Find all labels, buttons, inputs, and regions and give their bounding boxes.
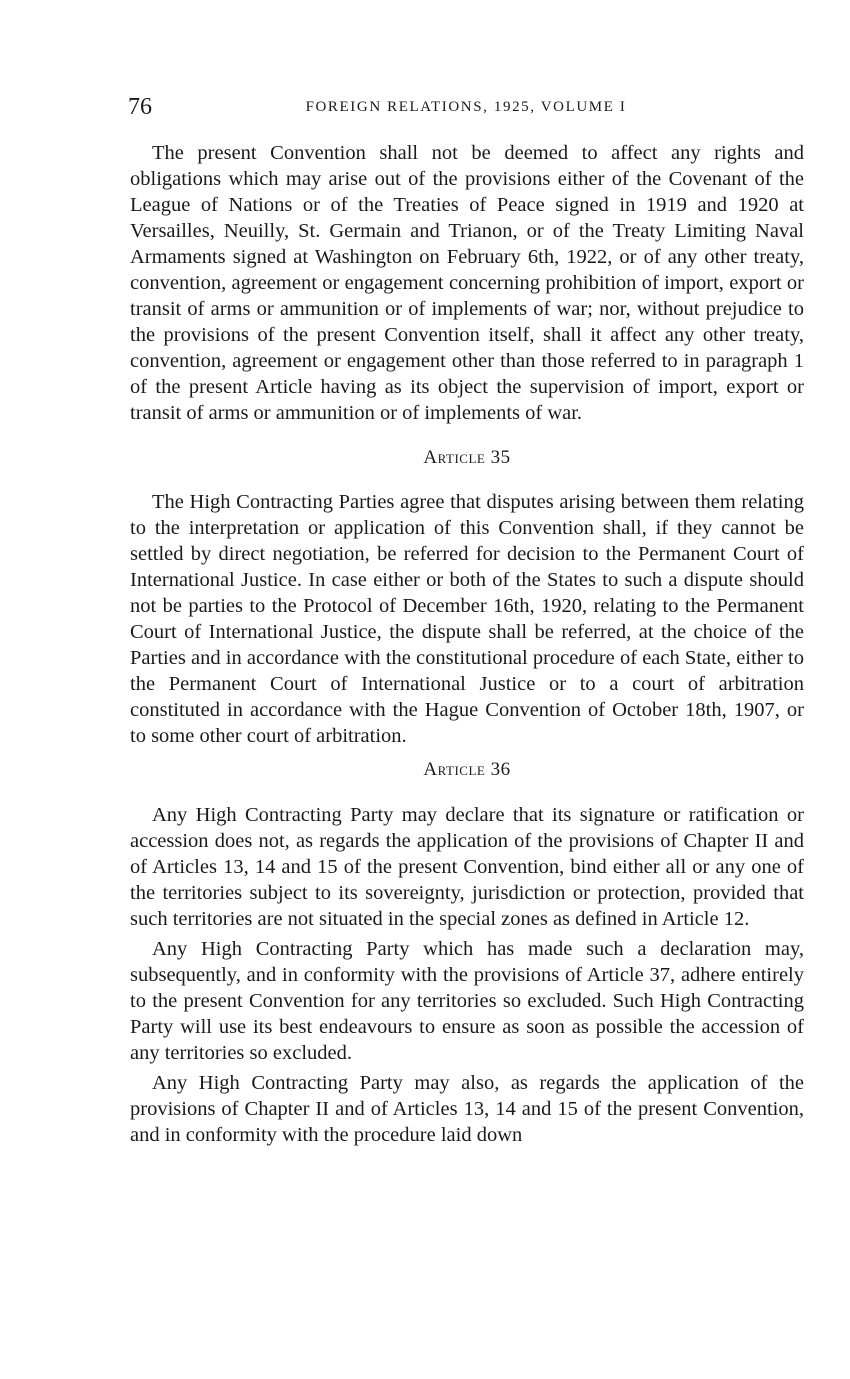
body-text (130, 140, 804, 1148)
article-heading: Article 35 (423, 447, 511, 468)
paragraph-article-36-application: Any High Contracting Party may also, as regards the application of the provisions of Chapter II and of Articles 13, 14 and 15 of the present Convention, and in conformity with the procedure laid down (130, 1072, 804, 1146)
page-number: 76 (128, 94, 152, 120)
paragraph-article-36-adherence: Any High Contracting Party which has made such a declaration may, subsequently, and in conformity with the provisions of Article 37, adhere entirely to the present Convention for any territories so excluded. Such High Contracting Party will use its best endeavours to ensure as soon as possible the accession of any territories so excluded. (130, 938, 804, 1064)
paragraph-convention-effects: The present Convention shall not be deemed to affect any rights and obligations which may arise out of the provisions either of the Covenant of the League of Nations or of the Treaties of Peace signed in 1919 and 1920 at Versailles, Neuilly, St. Germain and Trianon, or of the Treaty Limiting Naval Armaments signed at Washington on February 6th, 1922, or of any other treaty, convention, agreement or engagement concerning prohibition of import, export or transit of arms or ammunition or of implements of war; nor, without prejudice to the provisions of the present Convention itself, shall it affect any other treaty, convention, agreement or engagement other than those referred to in paragraph 1 of the present Article having as its object the supervision of import, export or transit of arms or ammunition or of implements of war. (130, 142, 804, 424)
article-heading: Article 36 (423, 759, 511, 780)
page-header (128, 92, 804, 122)
paragraph-article-35: The High Contracting Parties agree that disputes arising between them relating to the interpretation or application of this Convention shall, if they cannot be settled by direct negotiation, be referred for decision to the Permanent Court of International Justice. In case either or both of the States to such a dispute should not be parties to the Protocol of December 16th, 1920, relating to the Permanent Court of International Justice, the dispute shall be referred, at the choice of the Parties and in accordance with the constitutional procedure of each State, either to the Permanent Court of International Justice or to a court of arbitration constituted in accordance with the Hague Convention of October 18th, 1907, or to some other court of arbitration. (130, 491, 804, 747)
paragraph-article-36-declaration: Any High Contracting Party may declare that its signature or ratification or accession does not, as regards the application of the provisions of Chapter II and of Articles 13, 14 and 15 of the present Convention, bind either all or any one of the territories subject to its sovereignty, jurisdiction or protection, provided that such territories are not situated in the special zones as defined in Article 12. (130, 804, 804, 930)
running-head: FOREIGN RELATIONS, 1925, VOLUME I (305, 99, 627, 115)
